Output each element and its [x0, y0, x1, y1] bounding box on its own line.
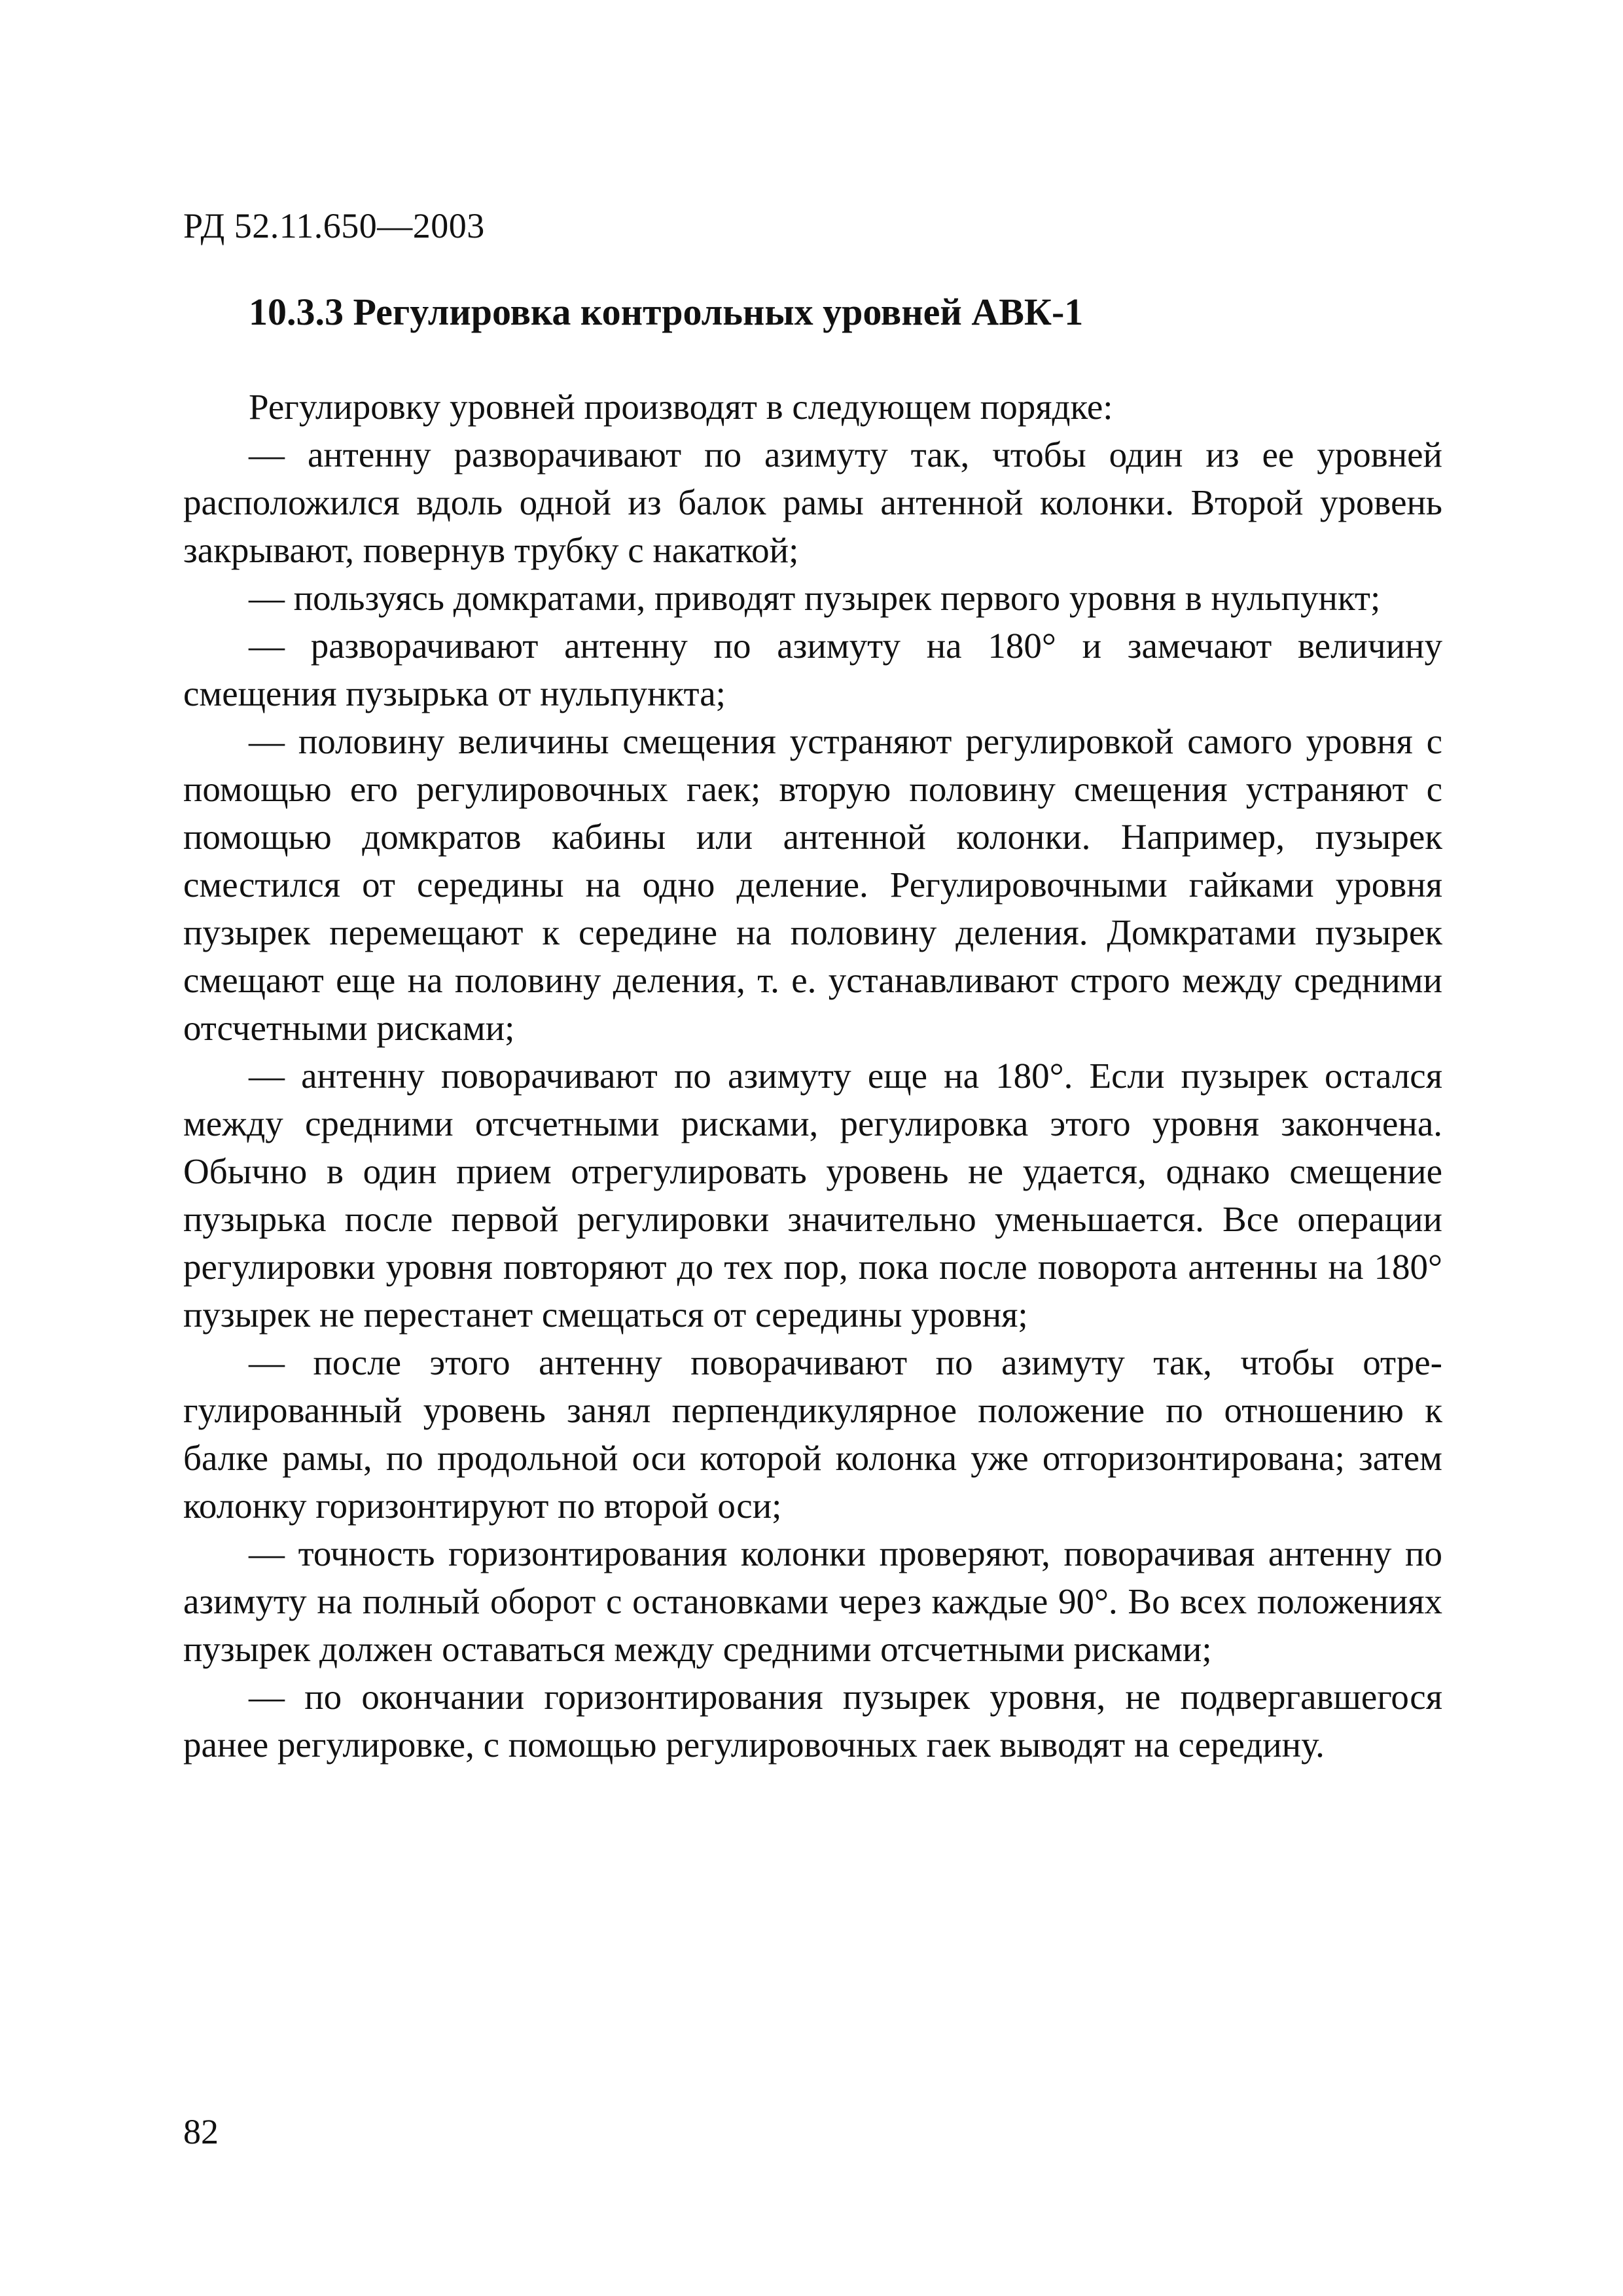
paragraph-intro: Регулировку уровней производят в следующем порядке:	[249, 387, 1113, 427]
page-number: 82	[183, 2112, 219, 2151]
paragraph-step-8: — по окончании горизонтирования пузырек уровня, не подвергавшегося ранее регулировке, с помощью регулировочных гаек выводят на середину.	[183, 1677, 1442, 1765]
section-title: 10.3.3 Регулировка контрольных уровней АВК-1	[249, 291, 1084, 333]
body-text	[183, 383, 1442, 1768]
paragraph-step-4: — половину величины смещения устраняют регулировкой самого уровня с помощью его регулировочных гаек; вторую половину смещения устраняют с помощью домкратов кабины или антенной колонки. Например, пузырек сместился от середины на одно деление. Регулировочными гайками уровня пузырек перемещают к середине на половину деления. Домкратами пузырек смещают еще на половину деления, т. е. устанавливают строго между средними отсчетными рисками;	[183, 721, 1442, 1048]
paragraph-step-5: — антенну поворачивают по азимуту еще на 180°. Если пузырек остался между средними отсчетными рисками, регулировка этого уровня закончена. Обычно в один прием отрегулировать уровень не удается, однако смещение пузырька после первой регулировки значительно уменьшается. Все операции регулировки уровня повторяют до тех пор, пока после поворота антенны на 180° пузырек не перестанет смещаться от середины уровня;	[183, 1056, 1442, 1335]
paragraph-step-3: — разворачивают антенну по азимуту на 180° и замечают величину смещения пузырька от нульпункта;	[183, 626, 1442, 713]
paragraph-step-2: — пользуясь домкратами, приводят пузырек первого уровня в нульпункт;	[249, 578, 1381, 618]
paragraph-step-7: — точность горизонтирования колонки проверяют, поворачивая антенну по азимуту на полный оборот с остановками через каждые 90°. Во всех положениях пузырек должен оставаться между средними отсчетными рисками;	[183, 1534, 1442, 1669]
document-code-header: РД 52.11.650—2003	[183, 206, 485, 245]
paragraph-step-6: — после этого антенну поворачивают по азимуту так, чтобы отрегулированный уровень занял перпендикулярное положение по отношению к балке рамы, по продольной оси которой колонка уже отгоризонтирована; затем колонку горизонтируют по второй оси;	[183, 1342, 1442, 1526]
paragraph-step-1: — антенну разворачивают по азимуту так, чтобы один из ее уровней расположился вдоль одной из балок рамы антенной колонки. Второй уровень закрывают, повернув трубку с накаткой;	[183, 435, 1442, 570]
